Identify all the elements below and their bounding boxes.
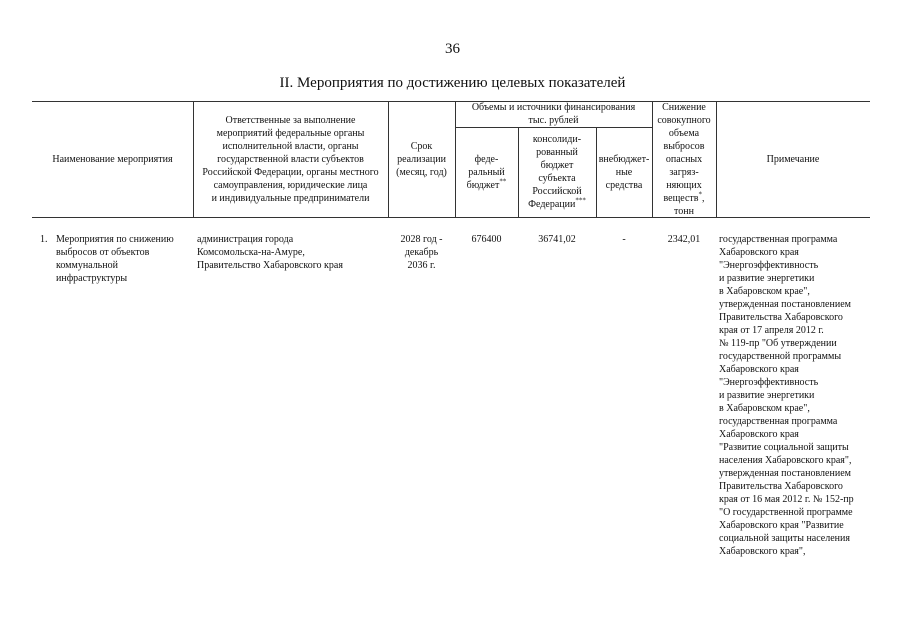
- header-consolidated: [518, 127, 596, 217]
- footnote-mark: **: [499, 177, 507, 186]
- page-number: 36: [445, 41, 460, 57]
- header-financing-group: Объемы и источники финансирования тыс. рублей: [471, 102, 636, 126]
- header-consolidated-label: консолиди- рованный бюджет субъекта Российской Федерации: [528, 134, 582, 210]
- header-reduction: [652, 101, 716, 217]
- footnote-mark: ***: [575, 196, 586, 205]
- header-reduction-unit: , тонн: [674, 192, 705, 217]
- row-responsible: администрация города Комсомольска-на-Амуре, Правительство Хабаровского края: [197, 234, 343, 271]
- header-name: Наименование мероприятия: [52, 153, 173, 165]
- row-reduction: 2342,01: [667, 234, 701, 245]
- row-consolidated: 36741,02: [538, 234, 576, 245]
- header-federal-label: феде- ральный бюджет: [466, 153, 505, 191]
- row-name: Мероприятия по снижению выбросов от объектов коммунальной инфраструктуры: [56, 234, 174, 284]
- header-reduction-label: Снижение совокупного объема выбросов опасных загряз- няющих веществ: [657, 101, 711, 204]
- row-number: 1.: [40, 234, 48, 245]
- footnote-mark: *: [698, 190, 703, 199]
- header-federal: [455, 127, 518, 217]
- header-extrabudget: внебюджет- ные средства: [598, 153, 650, 191]
- header-bottom-border: [32, 217, 870, 218]
- row-term: 2028 год - декабрь 2036 г.: [400, 234, 443, 271]
- row-note: государственная программа Хабаровского края "Энергоэффективность и развитие энергетики в Хабаровском крае", утвержденная постановлением Правительства Хабаровского края от 17 апреля 2012 г. № 119-пр "Об утверждении государственной программы Хабаровского края "Энергоэффективность и развитие энергетики в Хабаровском крае", государственная программа Хабаровского края "Развитие социальной защиты населения Хабаровского края", утвержденная постановлением Правительства Хабаровского края от 16 мая 2012 г. № 152-пр "О государственной программе Хабаровского края "Развитие социальной защиты населения Хабаровского края",: [719, 234, 854, 557]
- section-title: II. Мероприятия по достижению целевых показателей: [279, 75, 626, 91]
- header-term: Срок реализации (месяц, год): [396, 140, 447, 178]
- header-note: Примечание: [766, 153, 820, 165]
- header-responsible: Ответственные за выполнение мероприятий федеральные органы исполнительной власти, органы государственной власти субъектов Российской Федерации, органы местного самоуправления, юридические лица и индивидуальные предприниматели: [202, 114, 379, 204]
- row-federal: 676400: [471, 234, 502, 245]
- row-extrabudget: -: [622, 234, 626, 245]
